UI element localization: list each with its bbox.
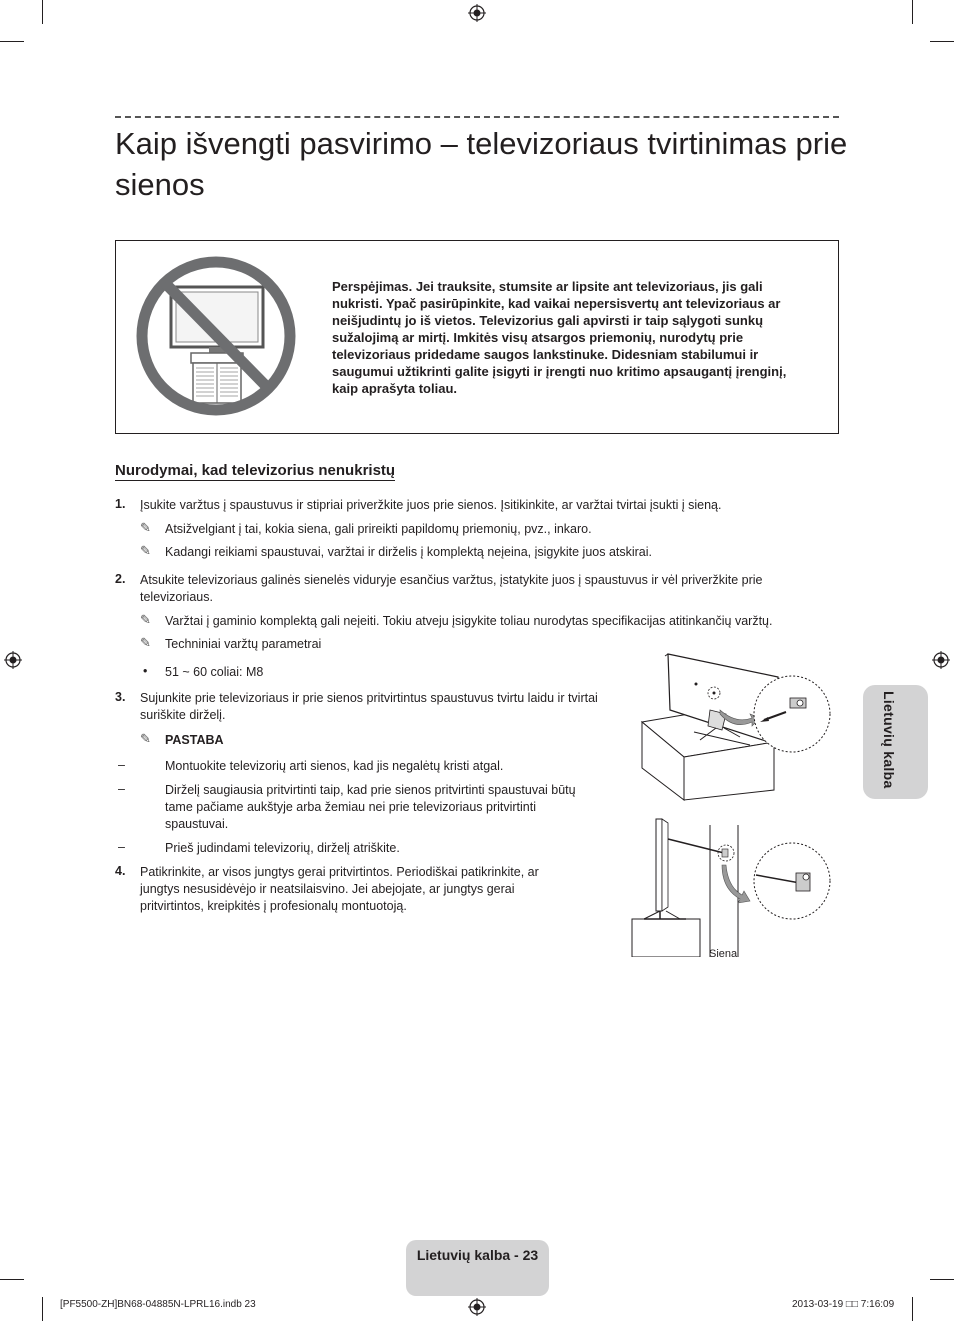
- registration-mark-icon: [468, 4, 486, 22]
- step-number: 2.: [115, 572, 126, 586]
- step-text: Atsukite televizoriaus galinės sienelės viduryje esančius varžtus, įstatykite juos į spaustuvus ir vėl priveržkite prie televizoriaus.: [140, 573, 763, 604]
- pencil-note-icon: ✎: [140, 635, 151, 650]
- note-text: Techniniai varžtų parametrai: [165, 637, 322, 651]
- crop-mark: [42, 0, 43, 24]
- section-heading: Nurodymai, kad televizorius nenukristų: [115, 462, 396, 479]
- dash-marker: –: [118, 840, 125, 854]
- language-side-tab-label: Lietuvių kalba: [881, 691, 897, 789]
- crop-mark: [930, 41, 954, 42]
- page-title: [115, 123, 855, 205]
- footer-timestamp: 2013-03-19 □□ 7:16:09: [792, 1299, 895, 1310]
- crop-mark: [912, 1297, 913, 1321]
- step-text: Patikrinkite, ar visos jungtys gerai pritvirtintos. Periodiškai patikrinkite, ar jungtys nesusidėvėjo ir neatsilaisvino. Jei abejojate, ar jungtys gerai pritvirtintos, kreipkitės į profesionalų montuotoją.: [140, 865, 539, 913]
- note-text: Kadangi reikiami spaustuvai, varžtai ir dirželis į komplektą neįeina, įsigykite juos atskirai.: [165, 545, 653, 559]
- dash-marker: –: [118, 758, 125, 772]
- step-text: Įsukite varžtus į spaustuvus ir stipriai priveržkite juos prie sienos. Įsitikinkite, ar varžtai tvirtai įsukti į sieną.: [140, 498, 722, 512]
- page-number-label: Lietuvių kalba - 23: [416, 1247, 539, 1263]
- bullet-marker: •: [143, 664, 148, 678]
- dash-marker: –: [118, 782, 125, 796]
- crop-mark: [42, 1297, 43, 1321]
- page-title-line: sienos: [115, 167, 205, 202]
- page-title-line: Kaip išvengti pasvirimo – televizoriaus tvirtinimas prie: [115, 126, 848, 161]
- step-number: 1.: [115, 497, 126, 511]
- registration-mark-icon: [932, 651, 950, 669]
- page-number-tab: [406, 1240, 549, 1296]
- crop-mark: [930, 1279, 954, 1280]
- tv-wall-strap-illustration: [630, 815, 835, 957]
- pencil-note-icon: ✎: [140, 612, 151, 627]
- dash-text: Dirželį saugiausia pritvirtinti taip, kad prie sienos pritvirtinti spaustuvai būtų tame pačiame aukštyje arba žemiau nei prie televizoriaus pritvirtinti spaustuvai.: [165, 783, 576, 831]
- title-rule: [115, 116, 839, 118]
- dash-text: Montuokite televizorių arti sienos, kad jis negalėtų kristi atgal.: [165, 759, 504, 773]
- no-climbing-tv-icon: [135, 255, 297, 417]
- registration-mark-icon: [468, 1298, 486, 1316]
- bullet-text: 51 ~ 60 coliai: M8: [165, 665, 264, 679]
- warning-text: Perspėjimas. Jei trauksite, stumsite ar lipsite ant televizoriaus, jis gali nukristi. Ypač pasirūpinkite, kad vaikai nepersisvertų ant televizoriaus ar neišjudintų jo iš vietos. Televizorius gali apvirsti ir taip sąlygoti sunkų sužalojimą ar mirtį. Imkitės visų atsargos priemonių, nurodytų prie televizoriaus pridedame saugos lankstinuke. Didesniam stabilumui ir saugumui užtikrinti galite įsigyti ir įrengti nuo kritimo apsaugantį įrenginį, kaip aprašyta toliau.: [332, 279, 787, 396]
- note-text: Atsižvelgiant į tai, kokia siena, gali prireikti papildomų priemonių, pvz., inkaro.: [165, 522, 592, 536]
- warning-box: [115, 240, 839, 434]
- wall-label: Siena: [709, 948, 738, 960]
- note-text: Varžtai į gaminio komplektą gali neįeiti. Tokiu atveju įsigykite toliau nurodytas specifikacijas atitinkančių varžtų.: [165, 614, 773, 628]
- crop-mark: [912, 0, 913, 24]
- pencil-note-icon: ✎: [140, 520, 151, 535]
- pencil-note-icon: ✎: [140, 731, 151, 746]
- pencil-note-icon: ✎: [140, 543, 151, 558]
- dash-text: Prieš judindami televizorių, dirželį atriškite.: [165, 841, 400, 855]
- registration-mark-icon: [4, 651, 22, 669]
- tv-bracket-illustration: [640, 652, 832, 802]
- step-number: 4.: [115, 864, 126, 878]
- footer-file-info: [PF5500-ZH]BN68-04885N-LPRL16.indb 23: [60, 1299, 256, 1310]
- crop-mark: [0, 1279, 24, 1280]
- language-side-tab: [863, 685, 928, 799]
- step-number: 3.: [115, 690, 126, 704]
- crop-mark: [0, 41, 24, 42]
- note-label: PASTABA: [165, 733, 224, 747]
- step-text: Sujunkite prie televizoriaus ir prie sienos pritvirtintus spaustuvus tvirtu laidu ir tvirtai suriškite dirželį.: [140, 691, 598, 722]
